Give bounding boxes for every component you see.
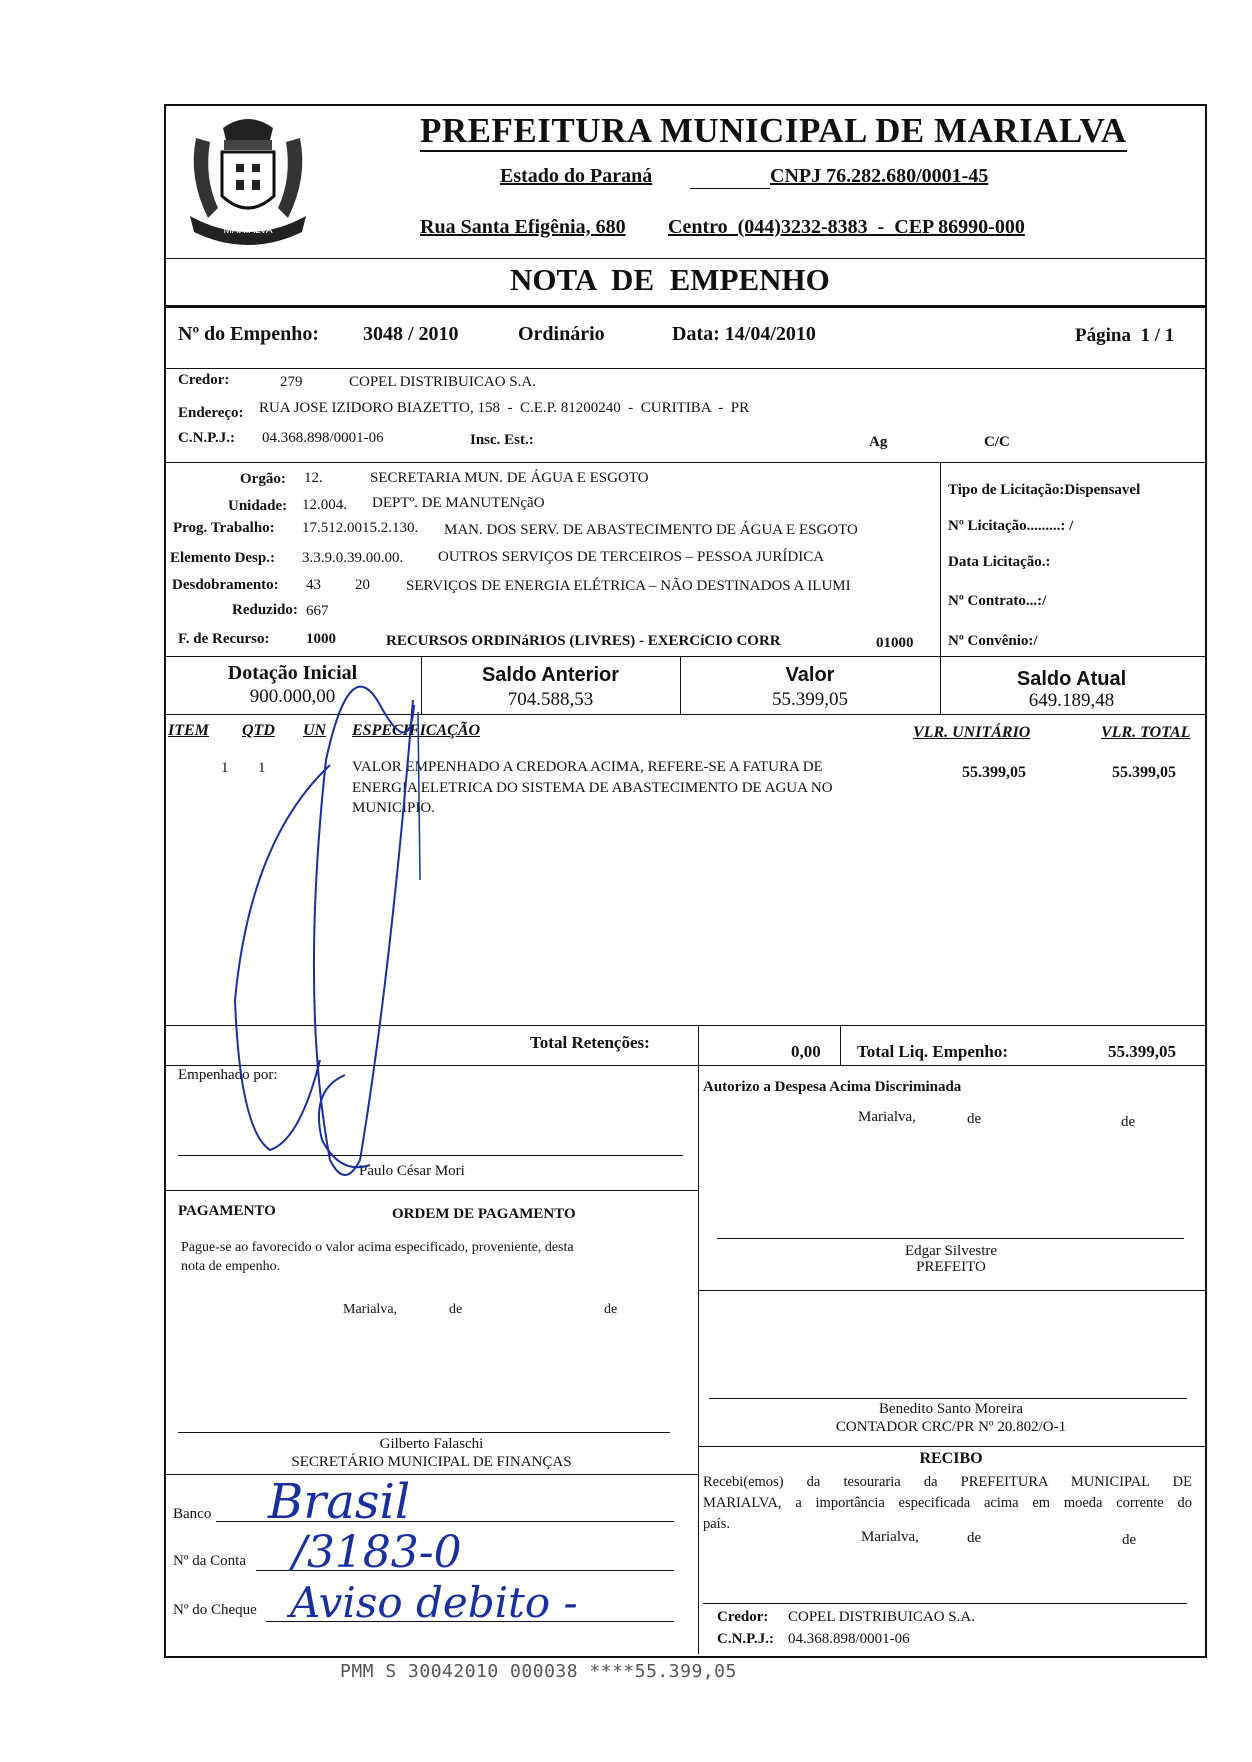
num-contrato: Nº Contrato...:/ — [948, 593, 1047, 609]
conta-label: Nº da Conta — [173, 1553, 246, 1569]
dotacao-value: 900.000,00 — [249, 686, 336, 707]
conta-handwritten: /3183-0 — [292, 1527, 462, 1578]
de-right-2b: de — [1122, 1532, 1137, 1548]
dotacao-label: Dotação Inicial — [227, 662, 358, 684]
insc-est-label: Insc. Est.: — [470, 432, 534, 448]
marialva-left: Marialva, — [343, 1302, 398, 1317]
recurso-num: 01000 — [876, 635, 914, 651]
credor-cnpj: 04.368.898/0001-06 — [262, 430, 384, 446]
unidade-code: 12.004. — [302, 497, 347, 513]
credor-label: Credor: — [178, 372, 230, 388]
orgao-code: 12. — [304, 470, 323, 486]
recibo-credor-label: Credor: — [717, 1609, 769, 1625]
desdobramento-code: 43 — [306, 577, 321, 593]
credor-code: 279 — [280, 374, 303, 390]
state-label: Estado do Paraná — [500, 165, 653, 187]
total-liquido-value: 55.399,05 — [1108, 1042, 1176, 1061]
de-right-1b: de — [1121, 1114, 1136, 1130]
credor-address: RUA JOSE IZIDORO BIAZETTO, 158 - C.E.P. 81200240 - CURITIBA - PR — [259, 400, 750, 416]
empenho-type: Ordinário — [518, 323, 605, 345]
row-desc-line2: ENERGIA ELETRICA DO SISTEMA DE ABASTECIMENTO DE AGUA NO — [352, 780, 833, 796]
contador-role: CONTADOR CRC/PR Nº 20.802/O-1 — [835, 1419, 1067, 1435]
prog-label: Prog. Trabalho: — [173, 520, 275, 536]
document-title: NOTA DE EMPENHO — [510, 262, 830, 297]
endereco-label: Endereço: — [178, 405, 244, 421]
desdobramento-label: Desdobramento: — [172, 577, 279, 593]
cheque-label: Nº do Cheque — [173, 1602, 257, 1618]
data-licitacao: Data Licitação.: — [948, 554, 1051, 570]
recurso-label: F. de Recurso: — [178, 631, 270, 647]
autorizo-label: Autorizo a Despesa Acima Discriminada — [703, 1079, 962, 1095]
col-un: UN — [303, 722, 327, 739]
banco-label: Banco — [173, 1506, 212, 1522]
recibo-credor-name: COPEL DISTRIBUICAO S.A. — [788, 1609, 975, 1625]
svg-text:MARIALVA: MARIALVA — [223, 225, 273, 236]
num-convenio: Nº Convênio:/ — [948, 633, 1038, 649]
row-vlr-total: 55.399,05 — [1112, 764, 1176, 781]
total-retencoes-label: Total Retenções: — [530, 1033, 650, 1052]
de-left-1: de — [449, 1302, 463, 1317]
contador-name: Benedito Santo Moreira — [878, 1401, 1024, 1417]
marialva-right-1: Marialva, — [858, 1109, 916, 1125]
prog-code: 17.512.0015.2.130. — [302, 520, 419, 536]
row-qtd: 1 — [258, 760, 266, 776]
empenho-date: Data: 14/04/2010 — [672, 323, 816, 345]
recibo-line3: país. — [703, 1516, 730, 1532]
credor-cnpj-label: C.N.P.J.: — [178, 430, 235, 446]
recurso-desc: RECURSOS ORDINáRIOS (LIVRES) - EXERCíCIO CORR — [386, 633, 781, 649]
cc-label: C/C — [984, 434, 1010, 450]
row-item: 1 — [221, 760, 229, 776]
page-number: Página 1 / 1 — [1075, 325, 1175, 346]
num-licitacao: Nº Licitação.........: / — [948, 518, 1074, 534]
recibo-line2: MARIALVA, a importância especificada acima em moeda corrente do — [703, 1495, 1192, 1511]
row-desc-line1: VALOR EMPENHADO A CREDORA ACIMA, REFERE-SE A FATURA DE — [352, 759, 823, 775]
prefeito-role: PREFEITO — [916, 1259, 986, 1275]
col-qtd: QTD — [242, 722, 275, 739]
col-item: ITEM — [168, 722, 209, 739]
desdobramento-sub: 20 — [355, 577, 370, 593]
total-retencoes-value: 0,00 — [791, 1042, 821, 1061]
desdobramento-desc: SERVIÇOS DE ENERGIA ELÉTRICA – NÃO DESTINADOS A ILUMI — [406, 578, 851, 594]
prog-desc: MAN. DOS SERV. DE ABASTECIMENTO DE ÁGUA E ESGOTO — [444, 522, 858, 538]
reduzido-label: Reduzido: — [232, 602, 298, 618]
pague-line1: Pague-se ao favorecido o valor acima especificado, proveniente, desta — [181, 1240, 574, 1255]
empenhado-por-label: Empenhado por: — [178, 1067, 278, 1083]
footer-stamp: PMM S 30042010 000038 ****55.399,05 — [340, 1661, 737, 1682]
orgao-label: Orgão: — [240, 471, 286, 487]
col-vlr-total: VLR. TOTAL — [1101, 724, 1191, 741]
empenhado-por-name: Paulo César Mori — [359, 1163, 465, 1179]
elemento-code: 3.3.9.0.39.00.00. — [302, 550, 404, 566]
total-liquido-label: Total Liq. Empenho: — [857, 1042, 1008, 1061]
recibo-cnpj: 04.368.898/0001-06 — [788, 1631, 910, 1647]
saldo-atual-value: 649.189,48 — [1028, 690, 1115, 711]
coat-of-arms-icon — [178, 108, 318, 260]
col-vlr-unitario: VLR. UNITÁRIO — [913, 724, 1031, 741]
de-left-2: de — [604, 1302, 618, 1317]
pague-line2: nota de empenho. — [181, 1259, 281, 1274]
recibo-label: RECIBO — [919, 1450, 983, 1467]
pagamento-label: PAGAMENTO — [178, 1203, 276, 1219]
ag-label: Ag — [869, 434, 888, 450]
unidade-desc: DEPTº. DE MANUTENçãO — [372, 495, 545, 511]
valor-label: Valor — [785, 664, 835, 686]
elemento-desc: OUTROS SERVIÇOS DE TERCEIROS – PESSOA JURÍDICA — [438, 549, 825, 565]
row-vlr-unitario: 55.399,05 — [962, 764, 1026, 781]
contact-label: Centro (044)3232-8383 - CEP 86990-000 — [668, 216, 1025, 238]
ordem-pagamento-label: ORDEM DE PAGAMENTO — [392, 1206, 576, 1222]
reduzido-code: 667 — [306, 603, 329, 619]
saldo-anterior-value: 704.588,53 — [507, 689, 594, 710]
saldo-atual-label: Saldo Atual — [1016, 668, 1127, 690]
saldo-anterior-label: Saldo Anterior — [481, 664, 620, 686]
row-desc-line3: MUNICIPIO. — [352, 800, 435, 816]
address-label: Rua Santa Efigênia, 680 — [420, 216, 626, 238]
orgao-desc: SECRETARIA MUN. DE ÁGUA E ESGOTO — [370, 470, 649, 486]
de-right-2a: de — [967, 1530, 982, 1546]
valor-value: 55.399,05 — [772, 689, 848, 710]
recibo-cnpj-label: C.N.P.J.: — [717, 1631, 774, 1647]
elemento-label: Elemento Desp.: — [170, 550, 275, 566]
recurso-code: 1000 — [306, 631, 336, 647]
empenho-number: 3048 / 2010 — [363, 323, 459, 345]
secretario-name: Gilberto Falaschi — [379, 1436, 484, 1452]
page-title: PREFEITURA MUNICIPAL DE MARIALVA — [420, 111, 1127, 150]
prefeito-name: Edgar Silvestre — [904, 1243, 998, 1259]
marialva-right-2: Marialva, — [861, 1529, 919, 1545]
secretario-role: SECRETÁRIO MUNICIPAL DE FINANÇAS — [291, 1454, 572, 1470]
cnpj-label: CNPJ 76.282.680/0001-45 — [770, 165, 989, 187]
recibo-line1: Recebi(emos) da tesouraria da PREFEITURA MUNICIPAL DE — [703, 1474, 1192, 1490]
de-right-1a: de — [967, 1111, 982, 1127]
tipo-licitacao: Tipo de Licitação:Dispensavel — [948, 482, 1141, 498]
empenho-label: Nº do Empenho: — [178, 323, 320, 345]
credor-name: COPEL DISTRIBUICAO S.A. — [349, 374, 536, 390]
col-especificacao: ESPECIFICAÇÃO — [352, 722, 481, 739]
banco-handwritten: Brasil — [268, 1474, 411, 1530]
cheque-handwritten: Aviso debito - — [290, 1578, 578, 1627]
unidade-label: Unidade: — [228, 498, 288, 514]
